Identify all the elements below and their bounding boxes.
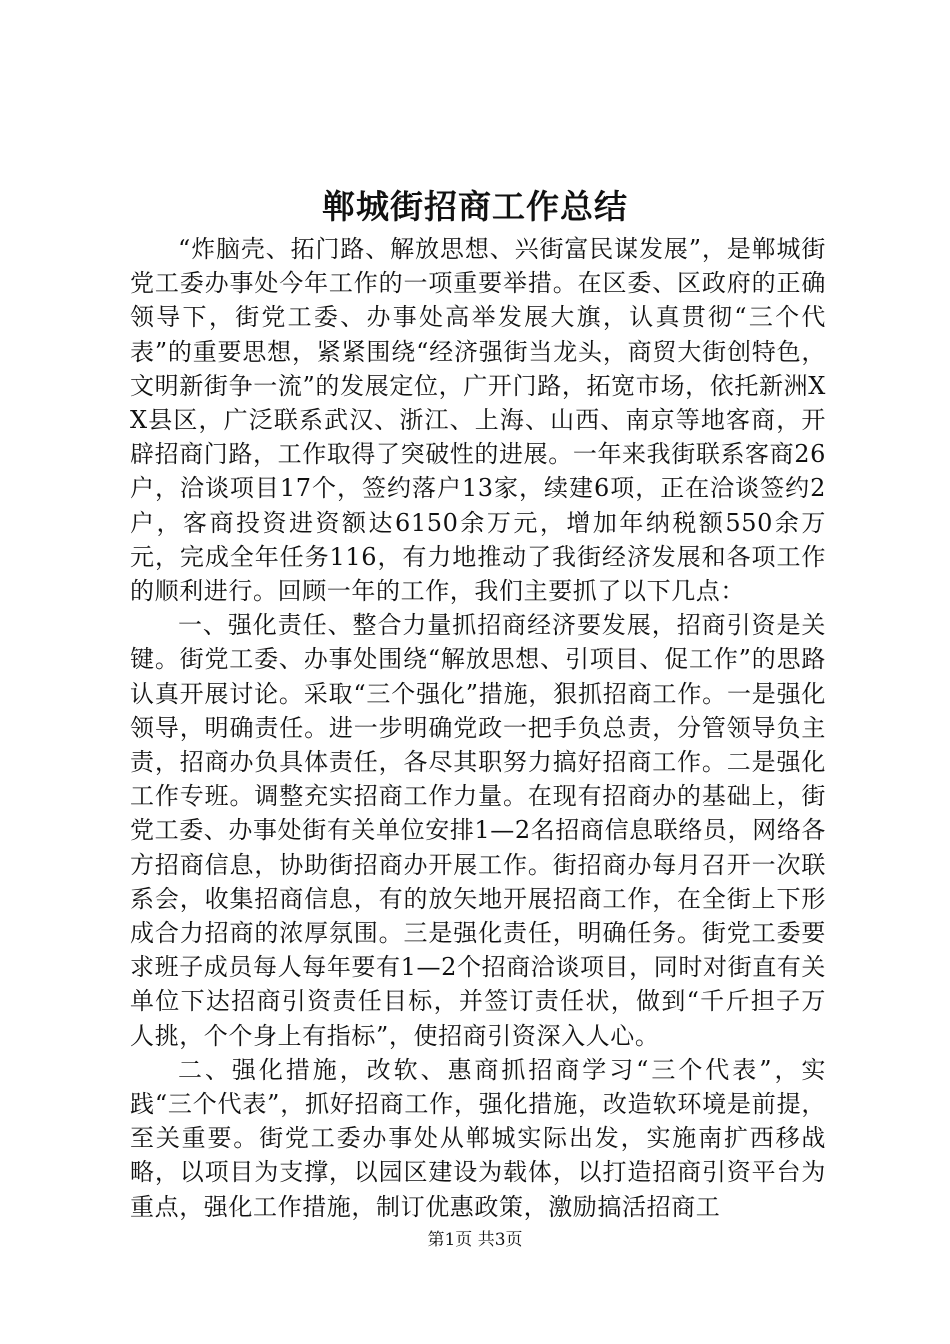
paragraph-section-2: 二、强化措施，改软、惠商抓招商学习“三个代表”，实践“三个代表”，抓好招商工作，强化措施，改造软环境是前提，至关重要。街党工委办事处从郸城实际出发，实施南扩西移战略，以项目为支撑，以园区建设为载体，以打造招商引资平台为重点，强化工作措施，制订优惠政策，激励搞活招商工 xyxy=(130,1055,826,1221)
page-number-footer: 第1页 共3页 xyxy=(427,1230,523,1250)
paragraph-intro: “炸脑壳、拓门路、解放思想、兴街富民谋发展”，是郸城街党工委办事处今年工作的一项重要举措。在区委、区政府的正确领导下，街党工委、办事处高举发展大旗，认真贯彻“三个代表”的重要思想，紧紧围绕“经济强街当龙头，商贸大街创特色，文明新街争一流”的发展定位，广开门路，拓宽市场，依托新洲XX县区，广泛联系武汉、浙江、上海、山西、南京等地客商，开辟招商门路，工作取得了突破性的进展。一年来我街联系客商26户，洽谈项目17个，签约落户13家，续建6项，正在洽谈签约2户，客商投资进资额达6150余万元，增加年纳税额550余万元，完成全年任务116，有力地推动了我街经济发展和各项工作的顺利进行。回顾一年的工作，我们主要抓了以下几点： xyxy=(130,235,826,606)
document-body xyxy=(130,232,826,1224)
paragraph-section-1: 一、强化责任、整合力量抓招商经济要发展，招商引资是关键。街党工委、办事处围绕“解放思想、引项目、促工作”的思路认真开展讨论。采取“三个强化”措施，狠抓招商工作。一是强化领导，明确责任。进一步明确党政一把手负总责，分管领导负主责，招商办负具体责任，各尽其职努力搞好招商工作。二是强化工作专班。调整充实招商工作力量。在现有招商办的基础上，街党工委、办事处街有关单位安排1—2名招商信息联络员，网络各方招商信息，协助街招商办开展工作。街招商办每月召开一次联系会，收集招商信息，有的放矢地开展招商工作，在全街上下形成合力招商的浓厚氛围。三是强化责任，明确任务。街党工委要求班子成员每人每年要有1—2个招商洽谈项目，同时对街直有关单位下达招商引资责任目标，并签订责任状，做到“千斤担子万人挑，个个身上有指标”，使招商引资深入人心。 xyxy=(130,611,826,1050)
document-title: 郸城街招商工作总结 xyxy=(322,187,628,226)
